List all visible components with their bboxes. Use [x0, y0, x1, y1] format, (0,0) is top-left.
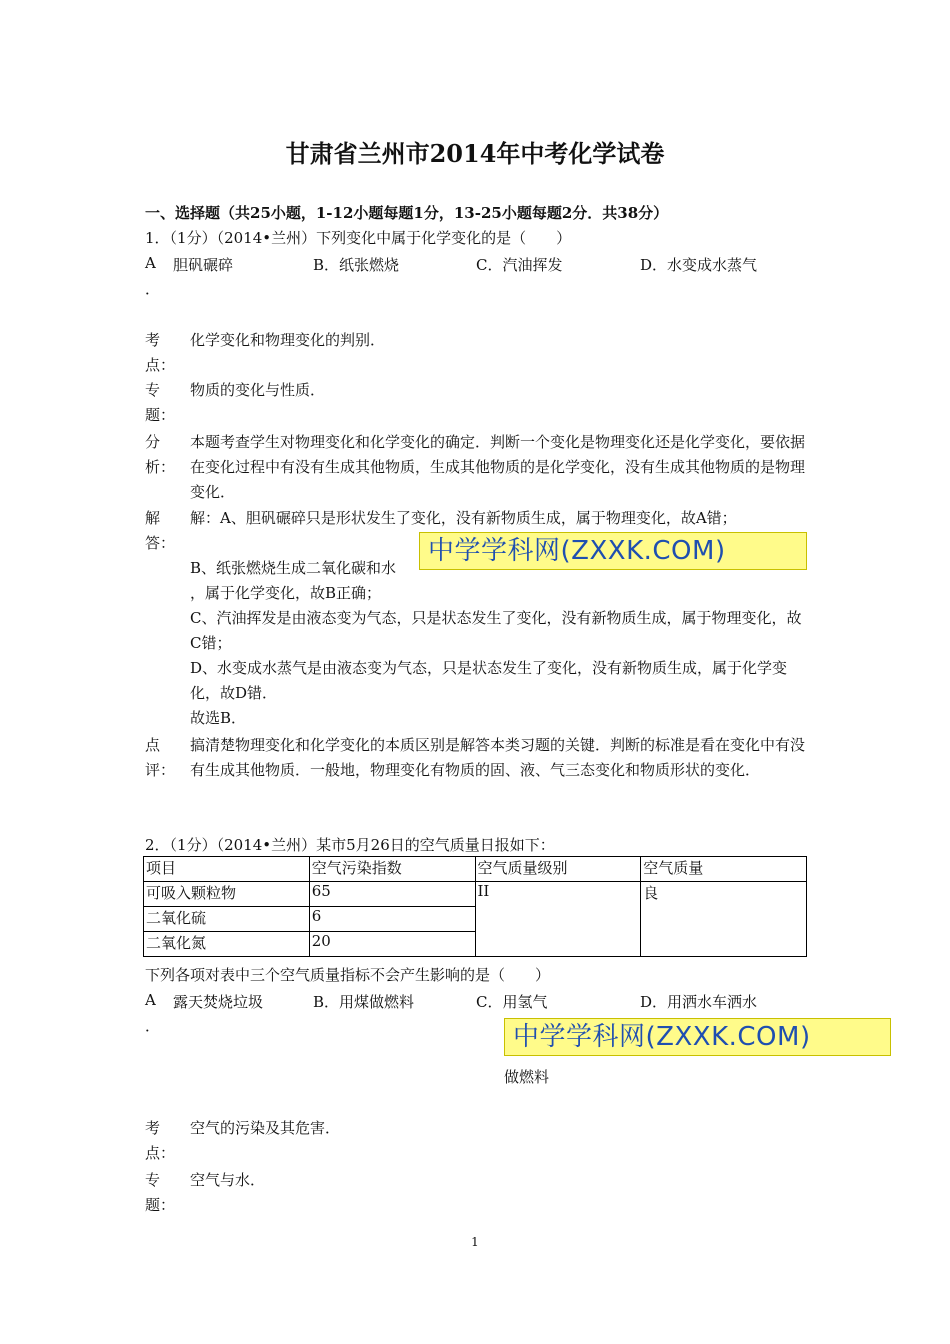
q2-option-b: B．用煤做燃料	[313, 993, 415, 1011]
air-quality-table	[143, 856, 807, 957]
q2-option-d: D．用洒水车洒水	[640, 993, 758, 1011]
table-header-cell: 空气质量	[641, 857, 807, 882]
q2-kaodian: 空气的污染及其危害．	[190, 1119, 341, 1137]
table-header-cell: 项目	[144, 857, 310, 882]
q1-dianping: 搞清楚物理变化和化学变化的本质区别是解答本类习题的关键．判断的标准是看在变化中有没有生成其他物质．一般地，物理变化有物质的固、液、气三态变化和物质形状的变化．	[190, 736, 806, 779]
q1-kaodian-label: 考点：	[145, 331, 176, 374]
q1-jieda-label: 解答：	[145, 509, 176, 552]
q1-jieda-line2: B、纸张燃烧生成二氧化碳和水	[190, 559, 397, 577]
q1-option-a: 胆矾碾碎	[173, 256, 234, 274]
table-cell-level: II	[475, 882, 641, 957]
q2-zhuanti: 空气与水．	[190, 1171, 266, 1189]
q1-fenxi: 本题考查学生对物理变化和化学变化的确定．判断一个变化是物理变化还是化学变化，要依据在变化过程中有没有生成其他物质，生成其他物质的是化学变化，没有生成其他物质的是物理变化．	[190, 433, 806, 501]
q1-jieda-line3: ，属于化学变化，故B正确；	[190, 584, 382, 602]
q2-option-a: 露天焚烧垃圾	[173, 993, 264, 1011]
page-number: 1	[471, 1235, 479, 1249]
q2-option-c: C．用氢气	[476, 993, 548, 1011]
watermark-logo-2: 中学学科网(ZXXK.COM)	[504, 1018, 891, 1056]
q2-stem: 2．（1分）（2014•兰州）某市5月26日的空气质量日报如下：	[145, 836, 555, 854]
table-cell: 20	[309, 932, 475, 957]
q1-dianping-label: 点评：	[145, 736, 176, 779]
table-header-row	[144, 857, 807, 882]
q2-zhuanti-label: 专题：	[145, 1171, 176, 1214]
page-title: 甘肃省兰州市2014年中考化学试卷	[285, 139, 665, 168]
table-cell-quality: 良	[641, 882, 807, 957]
q1-stem: 1．（1分）（2014•兰州）下列变化中属于化学变化的是（ ）	[145, 229, 572, 247]
table-header-cell: 空气污染指数	[309, 857, 475, 882]
table-cell: 二氧化硫	[144, 907, 310, 932]
table-cell: 6	[309, 907, 475, 932]
table-header-cell: 空气质量级别	[475, 857, 641, 882]
watermark-logo-1: 中学学科网(ZXXK.COM)	[419, 532, 807, 570]
q1-zhuanti-label: 专题：	[145, 381, 176, 424]
q1-jieda-line6: 故选B．	[190, 709, 247, 727]
table-cell: 65	[309, 882, 475, 907]
q1-option-a-dot: ．	[145, 280, 161, 298]
q2-option-c-continued: 做燃料	[504, 1068, 550, 1086]
table-row	[144, 882, 807, 907]
q2-kaodian-label: 考点：	[145, 1119, 176, 1162]
section-heading: 一、选择题（共25小题，1-12小题每题1分，13-25小题每题2分．共38分）	[145, 204, 669, 222]
q2-option-a-letter: A	[145, 991, 156, 1009]
q1-zhuanti: 物质的变化与性质．	[190, 381, 326, 399]
q1-option-b: B．纸张燃烧	[313, 256, 400, 274]
q1-jieda-line4: C、汽油挥发是由液态变为气态，只是状态发生了变化，没有新物质生成，属于物理变化，故C错；	[190, 609, 802, 652]
table-cell: 可吸入颗粒物	[144, 882, 310, 907]
q1-fenxi-label: 分析：	[145, 433, 176, 476]
table-cell: 二氧化氮	[144, 932, 310, 957]
q1-jieda-line5: D、水变成水蒸气是由液态变为气态，只是状态发生了变化，没有新物质生成，属于化学变化，故D错．	[190, 659, 788, 702]
q1-option-c: C．汽油挥发	[476, 256, 563, 274]
q1-option-d: D．水变成水蒸气	[640, 256, 758, 274]
q1-option-a-letter: A	[145, 254, 156, 272]
q2-option-a-dot: ．	[145, 1017, 161, 1035]
q1-jieda-line1: 解：A、胆矾碾碎只是形状发生了变化，没有新物质生成，属于物理变化，故A错；	[190, 509, 737, 527]
q1-kaodian: 化学变化和物理变化的判别．	[190, 331, 386, 349]
q2-question: 下列各项对表中三个空气质量指标不会产生影响的是（ ）	[145, 966, 551, 984]
